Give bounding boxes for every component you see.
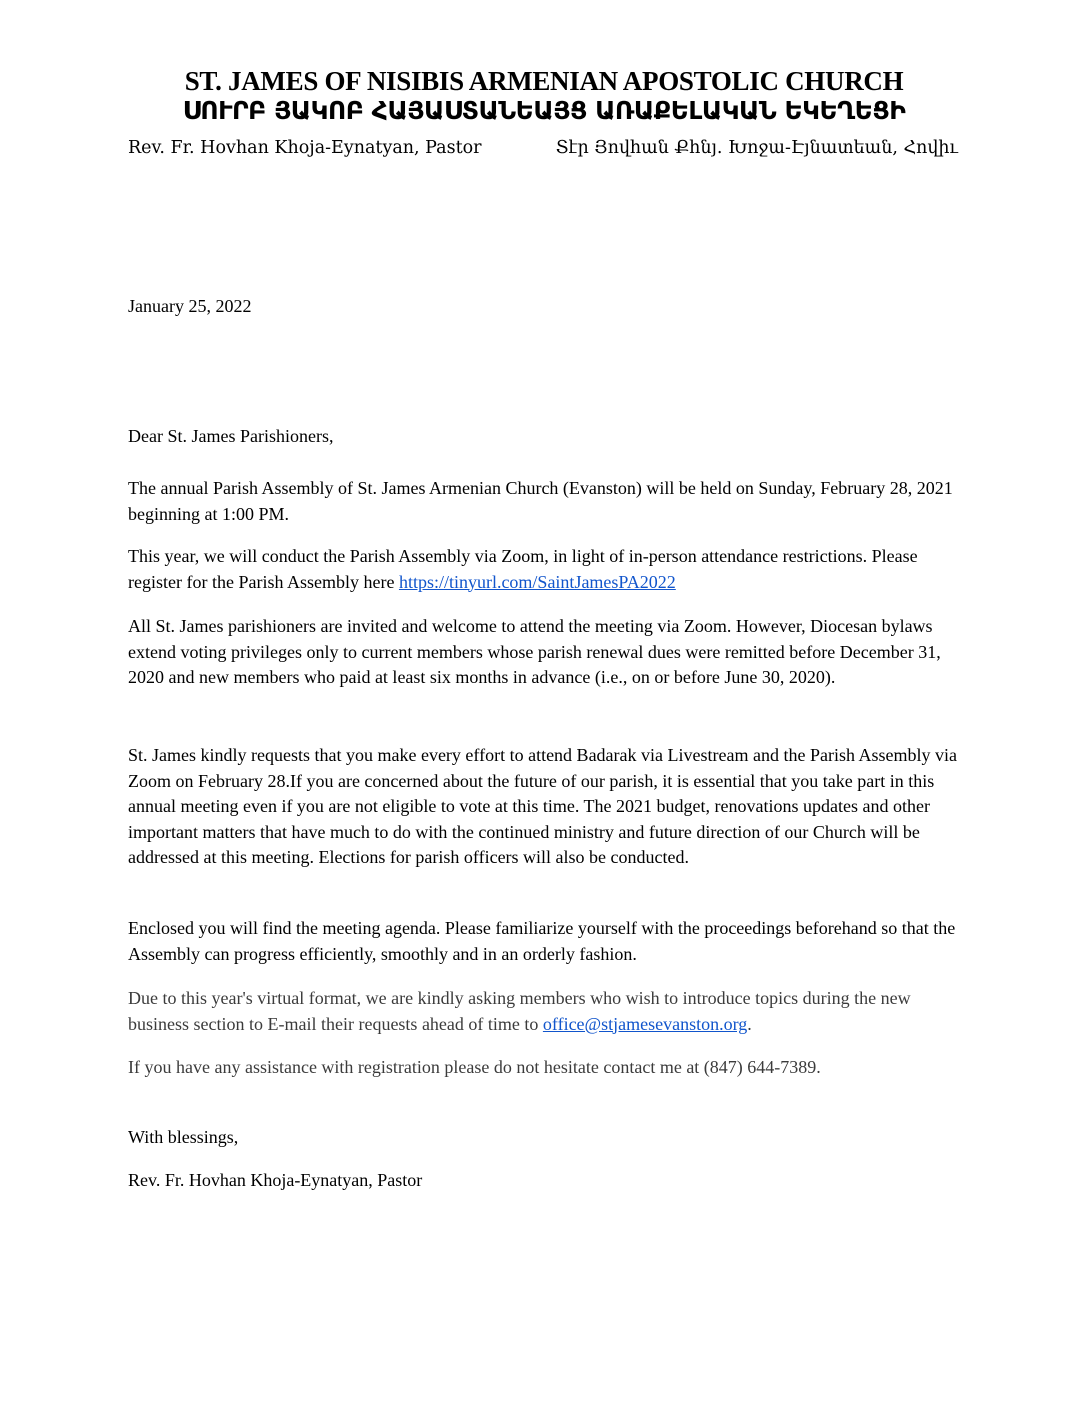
registration-link[interactable]: https://tinyurl.com/SaintJamesPA2022	[398, 571, 676, 592]
paragraph-assembly-date: The annual Parish Assembly of St. James Armenian Church (Evanston) will be held on Sunday, February 28, 2021 beginning at 1:00 PM.	[128, 478, 953, 524]
paragraph-text: This year, we will conduct the Parish Assembly via Zoom, in light of in-person attendance restrictions. Please register for the Parish Assembly here	[128, 546, 918, 592]
paragraph-zoom-registration	[128, 544, 968, 595]
paragraph-agenda: Enclosed you will find the meeting agenda. Please familiarize yourself with the proceedings beforehand so that the Assembly can progress efficiently, smoothly and in an orderly fashion.	[128, 918, 956, 964]
signature: Rev. Fr. Hovhan Khoja-Eynatyan, Pastor	[128, 1170, 423, 1190]
paragraph-end: .	[747, 1013, 752, 1034]
pastor-name-armenian: Տէր Յովհան Քհնյ. Խոջա-Էյնատեան, Հովիւ	[555, 138, 958, 158]
pastor-name-english: Rev. Fr. Hovhan Khoja-Eynatyan, Pastor	[128, 138, 482, 158]
paragraph-voting-privileges: All St. James parishioners are invited and welcome to attend the meeting via Zoom. However, Diocesan bylaws extend voting privileges only to current members whose parish renewal dues were remitted before December 31, 2020 and new members who paid at least six months in advance (i.e., on or before June 30, 2020).	[128, 616, 941, 687]
pastor-line	[128, 138, 958, 164]
office-email-link[interactable]: office@stjamesevanston.org	[542, 1013, 748, 1034]
closing: With blessings,	[128, 1127, 239, 1147]
paragraph-contact: If you have any assistance with registration please do not hesitate contact me at (847) 644-7389.	[128, 1057, 821, 1077]
paragraph-new-business	[128, 986, 968, 1037]
church-name-english: ST. JAMES OF NISIBIS ARMENIAN APOSTOLIC CHURCH	[184, 66, 904, 96]
salutation: Dear St. James Parishioners,	[128, 426, 334, 446]
letter-date: January 25, 2022	[128, 296, 252, 316]
church-name-armenian: ՍՈՒՐԲ ՅԱԿՈԲ ՀԱՅԱՍՏԱՆԵԱՅՑ ԱՌԱՔԵԼԱԿԱՆ ԵԿԵՂԵՑԻ	[182, 96, 906, 125]
paragraph-text: Due to this year's virtual format, we are kindly asking members who wish to introduce topics during the new business section to E-mail their requests ahead of time to	[128, 988, 911, 1034]
paragraph-attendance-request: St. James kindly requests that you make every effort to attend Badarak via Livestream and the Parish Assembly via Zoom on February 28.If you are concerned about the future of our parish, it is essential that you take part in this annual meeting even if you are not eligible to vote at this time. The 2021 budget, renovations updates and other important matters that have much to do with the continued ministry and future direction of our Church will be addressed at this meeting. Elections for parish officers will also be conducted.	[128, 745, 957, 867]
